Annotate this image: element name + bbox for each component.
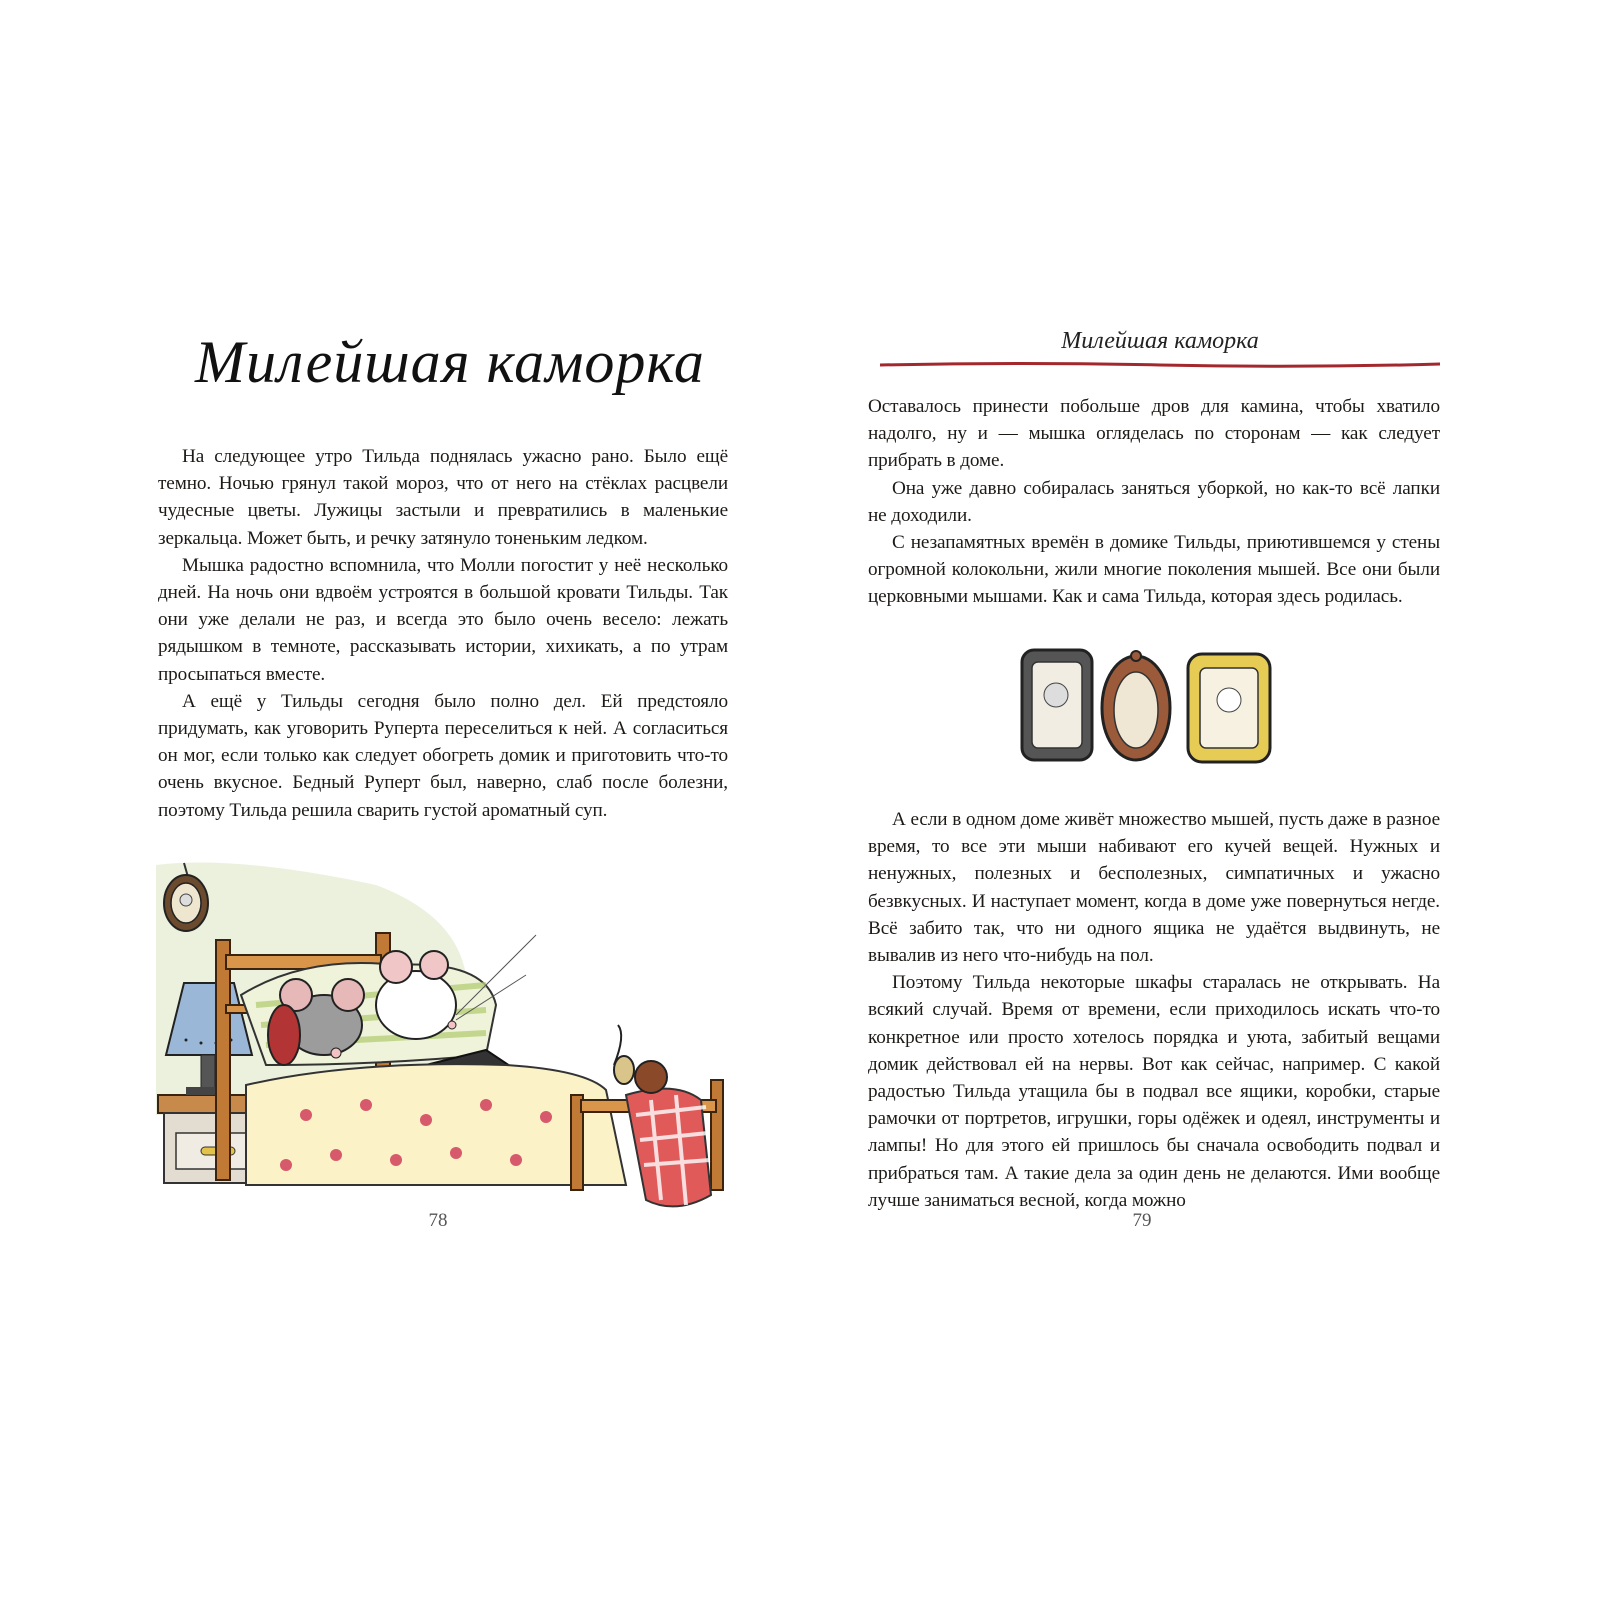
- paragraph: С незапамятных времён в домике Тильды, приютившемся у стены огромной колокольни, жили многие поколения мышей. Все они были церковными мышами. Как и сама Тильда, которая здесь родилась.: [868, 532, 1440, 608]
- portrait-frames-illustration: [1018, 640, 1278, 770]
- header-rule: [880, 360, 1440, 370]
- red-cushion: [268, 1005, 300, 1065]
- oval-frame-icon: [1102, 651, 1170, 760]
- blanket: [246, 1064, 626, 1185]
- paragraph: Мышка радостно вспомнила, что Молли погостит у неё несколько дней. На ночь они вдвоём устроятся в большой кровати Тильды. Так они уже делали не раз, и всегда это было очень весело: лежать рядышком в темноте, рассказывать истории, хихикать, а по утрам просыпаться вместе.: [158, 554, 728, 685]
- mouse-bed-illustration: [156, 855, 756, 1245]
- right-body-text-top: [868, 393, 1440, 611]
- dark-frame-icon: [1022, 650, 1092, 760]
- plaid-throw-icon: [626, 1089, 711, 1207]
- paragraph: А если в одном доме живёт множество мышей, пусть даже в разное время, то все эти мыши набивают его кучей вещей. Нужных и ненужных, полезных и бесполезных, симпатичных и ужасно безвкусных. И наступает момент, когда в доме уже повернуться негде. Всё забито так, что ни одного ящика не удаётся выдвинуть, не вывалив из него что-нибудь на пол.: [868, 809, 1440, 967]
- left-body-text: [158, 443, 728, 824]
- right-page: [800, 0, 1600, 1600]
- page-number: 78: [428, 1210, 448, 1231]
- paragraph: Она уже давно собиралась заняться уборкой, но как-то всё лапки не доходили.: [868, 477, 1440, 526]
- chapter-title: Милейшая каморка: [195, 329, 705, 395]
- paragraph: На следующее утро Тильда поднялась ужасно рано. Было ещё темно. Ночью грянул такой мороз, что от него на стёклах расцвели чудесные цветы. Лужицы застыли и превратились в маленькие зеркальца. Может быть, и речку затянуло тоненьким ледком.: [158, 446, 728, 549]
- paragraph: Поэтому Тильда некоторые шкафы старалась не открывать. На всякий случай. Время от времени, если приходилось искать что-то конкретное или просто хотелось порядка и уюта, забитый вещами домик действовал ей на нервы. Вот как сейчас, например. С какой радостью Тильда утащила бы в подвал все ящики, коробки, старые рамочки от портретов, игрушки, горы одёжек и одеял, инструменты и лампы! Но для этого ей пришлось бы сначала освободить подвал и прибраться там. А такие дела за один день не делаются. Ими вообще лучше заниматься весной, когда можно: [868, 972, 1440, 1211]
- paragraph: Оставалось принести побольше дров для камина, чтобы хватило надолго, ну и — мышка огляделась по сторонам — как следует прибрать в доме.: [868, 396, 1440, 472]
- snail-icon: [614, 1025, 667, 1093]
- paragraph: А ещё у Тильды сегодня было полно дел. Ей предстояло придумать, как уговорить Руперта переселиться к ней. А согласиться он мог, если только как следует обогреть домик и приготовить что-то очень вкусное. Бедный Руперт был, наверно, слаб после болезни, поэтому Тильда решила сварить густой ароматный суп.: [158, 690, 728, 821]
- right-body-text-bottom: [868, 806, 1440, 1214]
- gold-frame-icon: [1188, 654, 1270, 762]
- page-number: 79: [1132, 1210, 1152, 1231]
- running-head: Милейшая каморка: [1061, 328, 1259, 354]
